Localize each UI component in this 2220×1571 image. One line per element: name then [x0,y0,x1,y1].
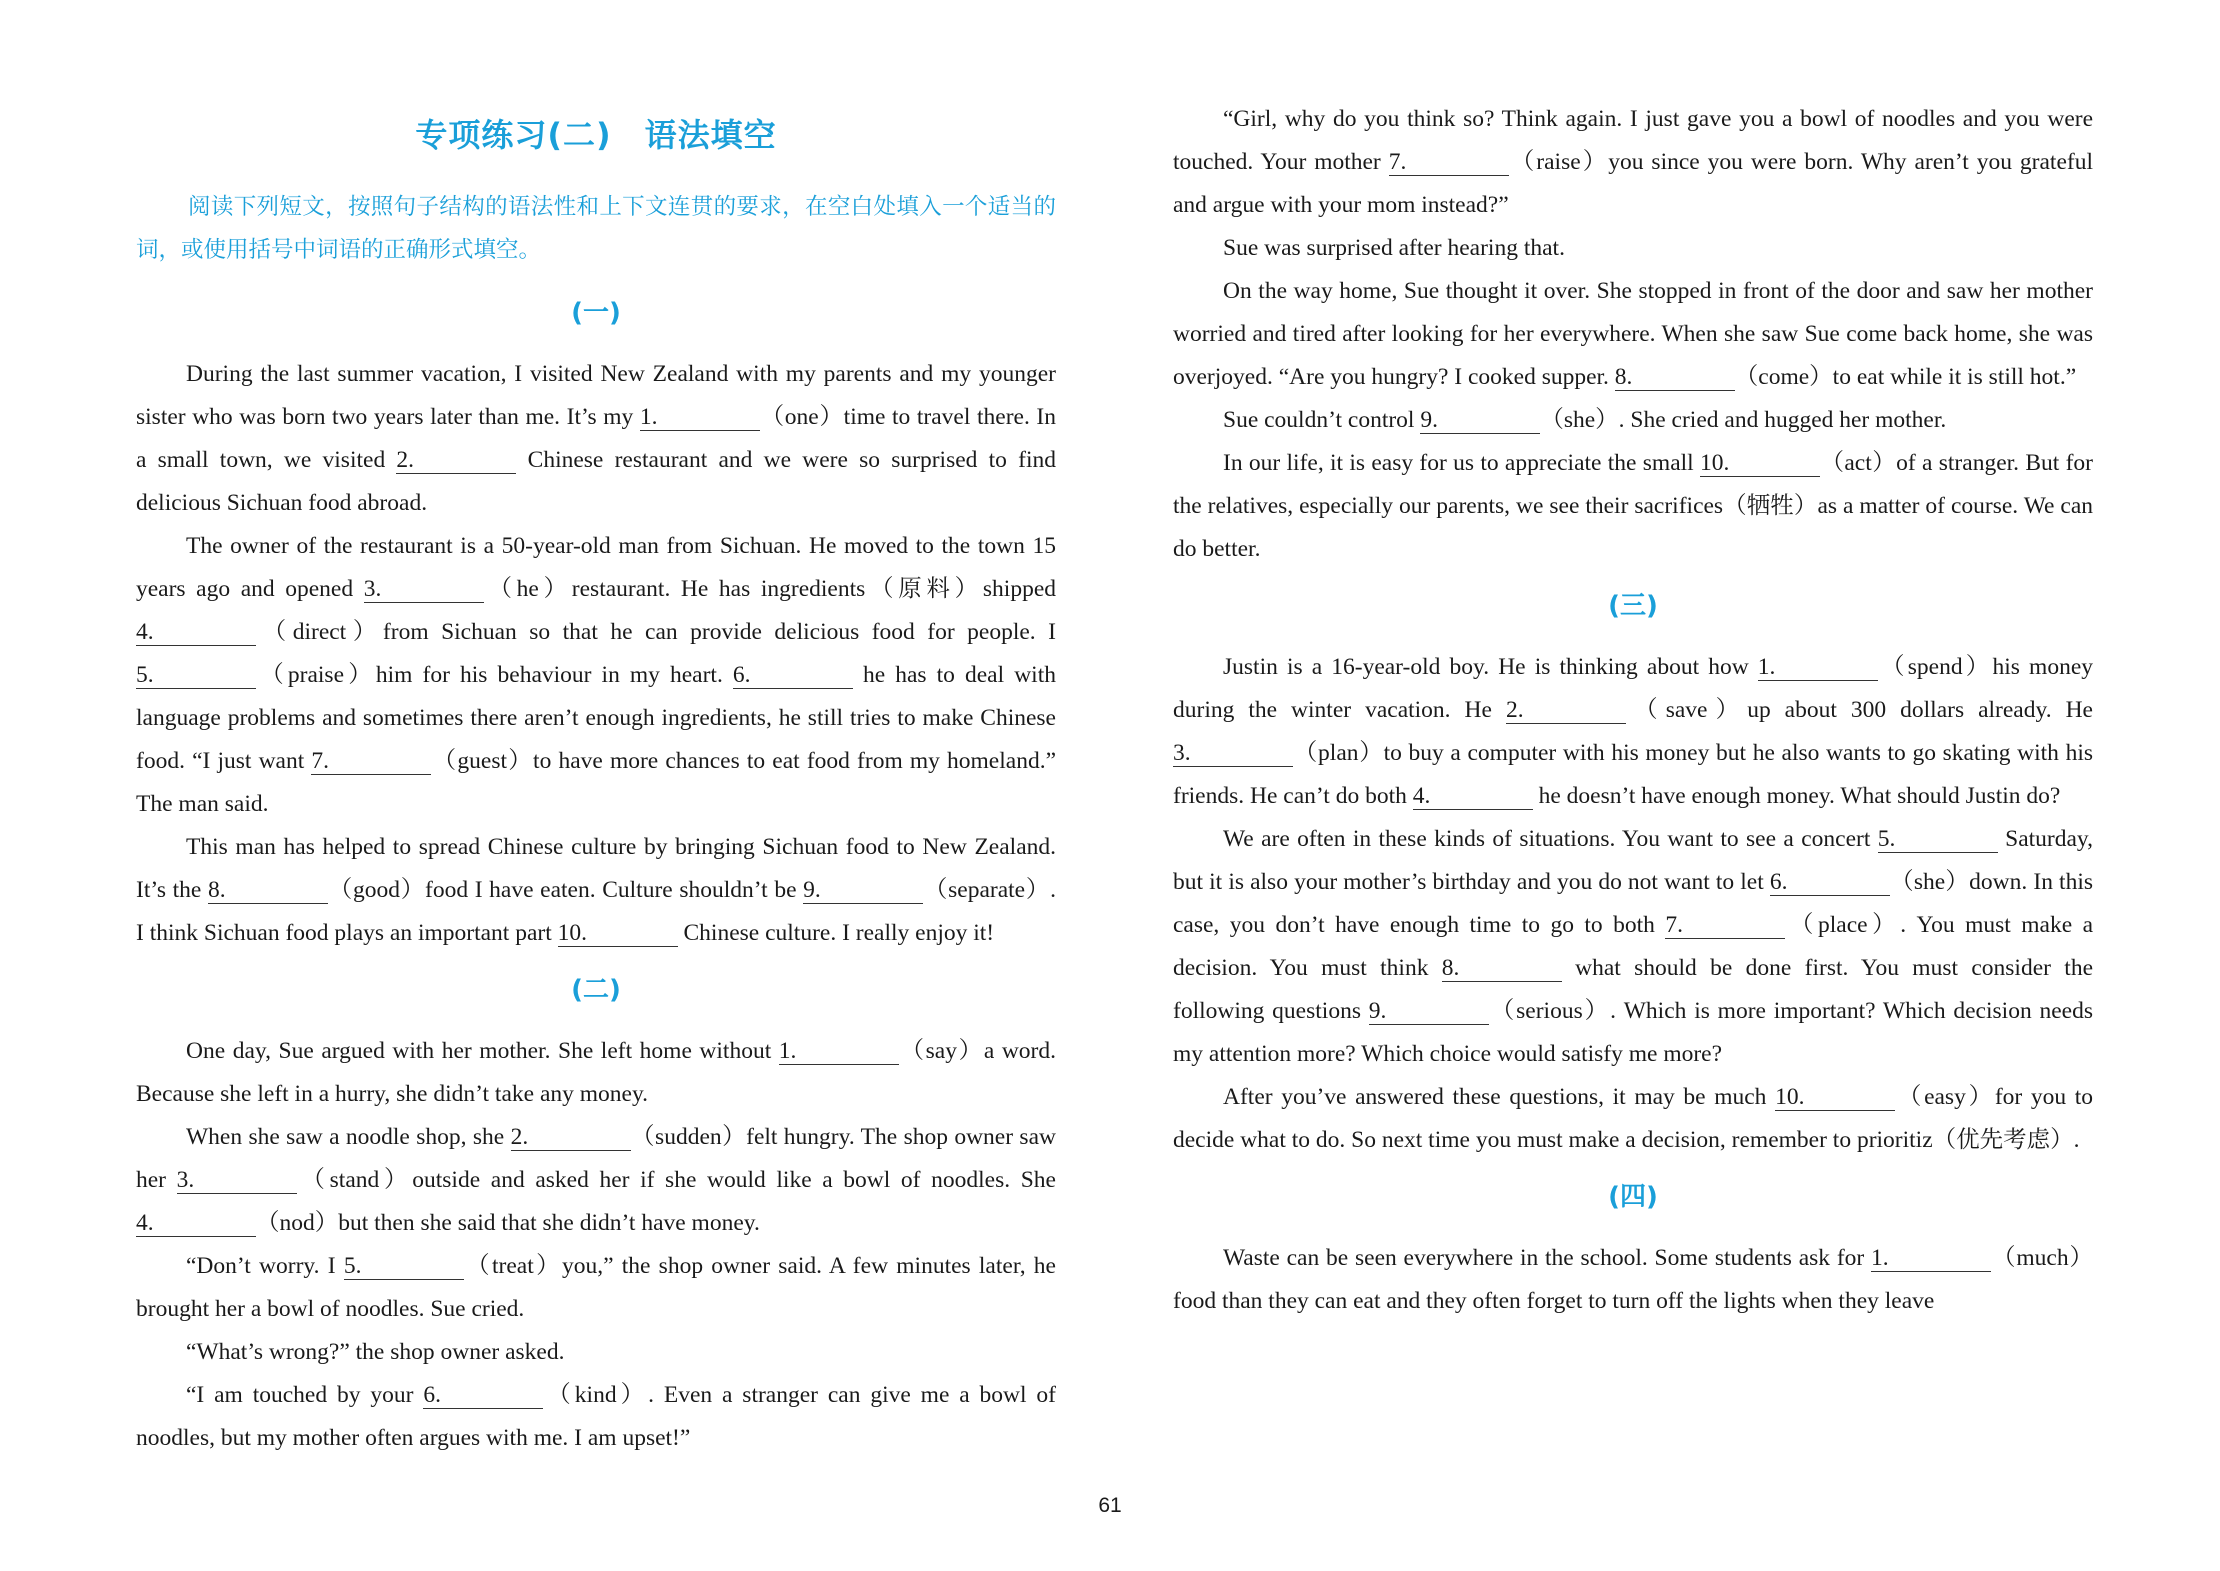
answer-blank-9[interactable]: 9. [1369,998,1489,1025]
right-column [1173,98,2093,1323]
paragraph [136,1374,1056,1460]
text: （place）. You must make a decision. You must think [1173,912,2093,981]
text: what should be done first. You must consider the following questions [1173,955,2093,1024]
paragraph [1173,1237,2093,1323]
text: In our life, it is easy for us to appreciate the small [1223,450,1701,476]
text: Saturday, but it is also your mother’s birthday and you do not want to let [1173,826,2094,895]
answer-blank-10[interactable]: 10. [1775,1084,1895,1111]
text: （sudden）felt hungry. The shop owner saw her [136,1124,1056,1193]
paragraph [1173,270,2093,399]
text: We are often in these kinds of situations. You want to see a concert [1223,826,1878,852]
text: After you’ve answered these questions, it may be much [1223,1084,1776,1110]
answer-blank-7[interactable]: 7. [1665,912,1785,939]
answer-blank-2[interactable]: 2. [1506,697,1626,724]
text: During the last summer vacation, I visited New Zealand with my parents and my younger sister who was born two years later than me. It’s my [136,361,1056,430]
answer-blank-4[interactable]: 4. [1413,783,1533,810]
answer-blank-2[interactable]: 2. [396,447,516,474]
text: One day, Sue argued with her mother. She left home without [186,1038,779,1064]
page-title: 专项练习(二) 语法填空 [415,116,777,154]
text: （plan）to buy a computer with his money but he also wants to go skating with his friends. He can’t do both [1173,740,2093,809]
answer-blank-5[interactable]: 5. [344,1253,464,1280]
text: The owner of the restaurant is a 50-year-old man from Sichuan. He moved to the town 15 years ago and opened [136,533,1056,602]
paragraph [136,1030,1056,1116]
text: （act）of a stranger. But for the relatives, especially our parents, we see their sacrifices（牺牲）as a matter of course. We can do better. [1173,450,2093,562]
text: Chinese culture. I really enjoy it! [677,920,995,946]
answer-blank-6[interactable]: 6. [423,1382,543,1409]
section-heading-1: (一) [571,298,621,328]
text: （praise）him for his behaviour in my heart. [256,662,733,688]
text: （kind）. Even a stranger can give me a bowl of noodles, but my mother often argues with me. I am upset!” [136,1382,1057,1451]
text: （nod）but then she said that she didn’t have money. [256,1210,760,1236]
answer-blank-6[interactable]: 6. [733,662,853,689]
section-heading-4: (四) [1608,1182,1658,1212]
answer-blank-3[interactable]: 3. [1173,740,1293,767]
text: （she）. She cried and hugged her mother. [1540,407,1947,433]
answer-blank-6[interactable]: 6. [1770,869,1890,896]
answer-blank-1[interactable]: 1. [1758,654,1878,681]
paragraph [1173,818,2093,1076]
text: When she saw a noodle shop, she [186,1124,511,1150]
section-heading-3: (三) [1608,591,1658,621]
text: （guest）to have more chances to eat food from my homeland.” The man said. [136,748,1056,817]
text: （good）food I have eaten. Culture shouldn’t be [328,877,804,903]
answer-blank-4[interactable]: 4. [136,1210,256,1237]
text: （she）down. In this case, you don’t have enough time to go to both [1173,869,2094,938]
paragraph [136,1116,1056,1245]
paragraph [136,826,1056,955]
text: （save）up about 300 dollars already. He [1625,697,2093,723]
paragraph [136,353,1056,525]
paragraph [1173,646,2093,818]
text: （one）time to travel there. In a small town, we visited [136,404,1056,473]
left-column [136,98,1056,1460]
text: Waste can be seen everywhere in the school. Some students ask for [1223,1245,1872,1271]
answer-blank-5[interactable]: 5. [136,662,256,689]
text: On the way home, Sue thought it over. She stopped in front of the door and saw her mother worried and tired after looking for her everywhere. When she saw Sue come back home, she was overjoyed. “Are you hungry? I cooked supper. [1173,278,2093,390]
text: Justin is a 16-year-old boy. He is thinking about how [1223,654,1758,680]
text: （come）to eat while it is still hot.” [1734,364,2077,390]
text: （stand）outside and asked her if she would like a bowl of noodles. She [296,1167,1056,1193]
text: （spend）his money during the winter vacation. He [1173,654,2094,723]
section-heading-2: (二) [571,975,621,1005]
text: This man has helped to spread Chinese culture by bringing Sichuan food to New Zealand. It’s the [136,834,1056,903]
answer-blank-9[interactable]: 9. [803,877,923,904]
answer-blank-4[interactable]: 4. [136,619,256,646]
answer-blank-7[interactable]: 7. [311,748,431,775]
text: “I am touched by your [186,1382,424,1408]
text: （separate）. I think Sichuan food plays an important part [136,877,1056,946]
answer-blank-1[interactable]: 1. [1871,1245,1991,1272]
text: he has to deal with language problems and sometimes there aren’t enough ingredients, he still tries to make Chinese food. “I just want [136,662,1056,774]
paragraph: “What’s wrong?” the shop owner asked. [186,1339,565,1365]
text: Sue couldn’t control [1223,407,1421,433]
answer-blank-8[interactable]: 8. [1615,364,1735,391]
text: （serious）. Which is more important? Which decision needs my attention more? Which choice would satisfy me more? [1173,998,2094,1067]
paragraph [136,525,1056,826]
answer-blank-8[interactable]: 8. [1442,955,1562,982]
paragraph: Sue was surprised after hearing that. [1223,235,1565,261]
text: “Don’t worry. I [186,1253,344,1279]
answer-blank-7[interactable]: 7. [1389,149,1509,176]
answer-blank-8[interactable]: 8. [208,877,328,904]
instructions: 阅读下列短文，按照句子结构的语法性和上下文连贯的要求，在空白处填入一个适当的词，或使用括号中词语的正确形式填空。 [136,194,1056,263]
text: （easy）for you to decide what to do. So next time you must make a decision, remember to prioritiz（优先考虑）. [1173,1084,2094,1153]
answer-blank-2[interactable]: 2. [511,1124,631,1151]
text: （he）restaurant. He has ingredients（原料）shipped [483,576,1057,602]
answer-blank-9[interactable]: 9. [1420,407,1540,434]
answer-blank-3[interactable]: 3. [364,576,484,603]
page-number: 61 [1098,1494,1122,1517]
answer-blank-1[interactable]: 1. [779,1038,899,1065]
answer-blank-3[interactable]: 3. [177,1167,297,1194]
answer-blank-1[interactable]: 1. [640,404,760,431]
text: （say）a word. Because she left in a hurry, she didn’t take any money. [136,1038,1056,1107]
paragraph [136,1245,1056,1331]
answer-blank-5[interactable]: 5. [1878,826,1998,853]
text: （raise）you since you were born. Why aren’t you grateful and argue with your mom instead?” [1173,149,2093,218]
paragraph [1173,399,2093,442]
answer-blank-10[interactable]: 10. [1700,450,1820,477]
text: “Girl, why do you think so? Think again. I just gave you a bowl of noodles and you were touched. Your mother [1173,106,2093,175]
paragraph [1173,98,2093,227]
paragraph [1173,1076,2093,1162]
text: Chinese restaurant and we were so surprised to find delicious Sichuan food abroad. [136,447,1056,516]
text: （much）food than they can eat and they often forget to turn off the lights when they leave [1173,1245,2094,1314]
answer-blank-10[interactable]: 10. [558,920,678,947]
paragraph [1173,442,2093,571]
text: （treat）you,” the shop owner said. A few minutes later, he brought her a bowl of noodles. Sue cried. [136,1253,1056,1322]
text: he doesn’t have enough money. What should Justin do? [1532,783,2061,809]
text: （direct）from Sichuan so that he can provide delicious food for people. I [256,619,1056,645]
